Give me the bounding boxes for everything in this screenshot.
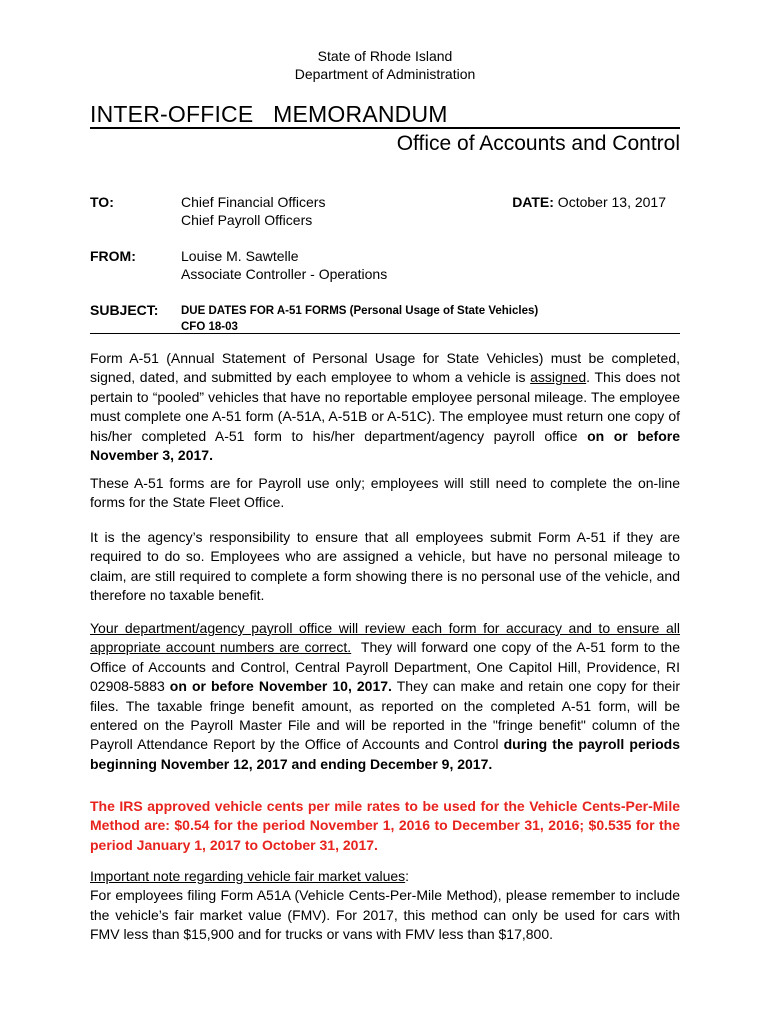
office-name: Office of Accounts and Control: [396, 132, 680, 155]
to-label: TO:: [90, 194, 114, 210]
subject-value: [181, 303, 538, 335]
to-line-1: Chief Financial Officers: [181, 194, 326, 210]
fmv-note-body: For employees filing Form A51A (Vehicle Cents-Per-Mile Method), please remember to include the vehicle’s fair market value (FMV). For 2017, this method can only be used for cars with FMV less than $15,900 and for trucks or vans with FMV less than $17,800.: [90, 887, 680, 943]
subject-label: SUBJECT:: [90, 302, 159, 318]
state-name: State of Rhode Island: [317, 48, 453, 64]
paragraph-1: [90, 349, 680, 465]
paragraph-4: [90, 619, 684, 774]
paragraph-2: These A-51 forms are for Payroll use only; employees will still need to complete the on-line forms for the State Fleet Office.: [90, 475, 680, 511]
p1-deadline: on or before November 3, 2017.: [90, 427, 681, 464]
p4-deadline: on or before November 10, 2017.: [169, 678, 392, 695]
from-line-1: Louise M. Sawtelle: [181, 248, 299, 264]
p4-text-a: They will forward one copy of the A-51 form to the Office of Accounts and Control, Central Payroll Department, One Capitol Hill, Providence, RI 02908-5883: [90, 639, 684, 695]
paragraph-fmv-note: [90, 867, 680, 945]
from-line-2: Associate Controller - Operations: [181, 266, 388, 282]
from-label: FROM:: [90, 248, 136, 264]
to-line-2: Chief Payroll Officers: [181, 212, 313, 228]
p4-text-b: They can make and retain one copy for their files. The taxable fringe benefit amount, as reported on the completed A-51 form, will be entered on the Payroll Master File and will be reported in the "fringe benefit" column of the Payroll Attendance Report by the Office of Accounts and Control: [90, 678, 680, 753]
date-value: October 13, 2017: [553, 194, 666, 210]
fmv-note-heading: Important note regarding vehicle fair market values: [90, 868, 406, 884]
fmv-note-colon: :: [405, 868, 410, 884]
p1-underlined: assigned: [530, 369, 587, 386]
department-name: Department of Administration: [294, 66, 476, 82]
paragraph-3: It is the agency’s responsibility to ensure that all employees submit Form A-51 if they are required to do so. Employees who are assigned a vehicle, but have no personal mileage to claim, are still required to complete a form showing there is no personal use of the vehicle, and therefore no taxable benefit.: [90, 529, 680, 604]
paragraph-irs-rates: The IRS approved vehicle cents per mile rates to be used for the Vehicle Cents-Per-Mile Method are: $0.54 for the period November 1, 2016 to December 31, 2016; $0.535 for the period January 1, 2017 to October 31, 2017.: [90, 798, 680, 853]
p1-text-a: Form A-51 (Annual Statement of Personal Usage for State Vehicles) must be completed, signed, dated, and submitted by each employee to whom a vehicle is: [90, 350, 680, 386]
date-label: DATE:: [512, 194, 554, 210]
subject-line-1: DUE DATES FOR A-51 FORMS (Personal Usage of State Vehicles): [181, 305, 539, 317]
title-divider: [90, 127, 680, 129]
p4-underlined: Your department/agency payroll office will review each form for accuracy and to ensure all appropriate account numbers are correct.: [90, 620, 680, 656]
p4-payroll-periods: during the payroll periods beginning November 12, 2017 and ending December 9, 2017.: [90, 736, 681, 772]
subject-line-2: CFO 18-03: [181, 321, 238, 333]
memo-title: INTER-OFFICE MEMORANDUM: [90, 101, 448, 127]
date-field: [512, 193, 666, 211]
p1-text-b: . This does not pertain to “pooled” vehicles that have no reportable employee personal mileage. The employee must complete one A-51 form (A-51A, A-51B or A-51C). The employee must return one copy of his/her completed A-51 form to his/her department/agency payroll office: [90, 369, 680, 444]
subject-divider: [90, 333, 680, 334]
